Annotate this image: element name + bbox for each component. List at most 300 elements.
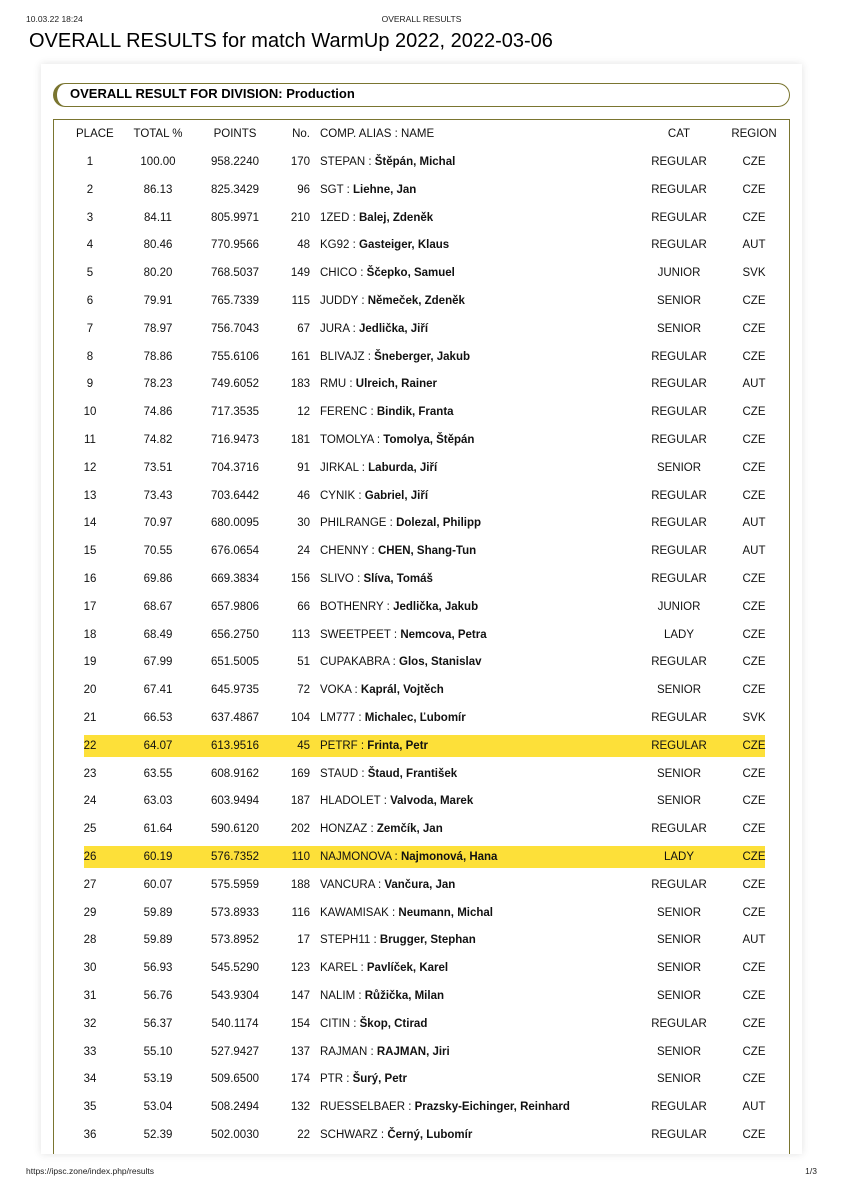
table-row [54, 1013, 789, 1035]
cell-place: 7 [86, 322, 94, 335]
cell-region: CZE [742, 684, 766, 697]
competitor-alias: HLADOLET : [320, 795, 387, 808]
cell-competitor [320, 290, 650, 312]
cell-points: 603.9494 [211, 795, 259, 808]
cell-no: 154 [290, 1017, 310, 1030]
competitor-alias: BOTHENRY : [320, 600, 390, 613]
cell-category: REGULAR [651, 211, 707, 224]
cell-region: AUT [742, 378, 766, 391]
competitor-name: Nemcova, Petra [400, 628, 487, 641]
cell-total: 53.04 [143, 1101, 173, 1114]
cell-competitor [320, 1013, 650, 1035]
cell-total: 70.55 [143, 545, 173, 558]
cell-region: CZE [742, 156, 766, 168]
cell-category: REGULAR [651, 878, 707, 891]
cell-competitor [320, 902, 650, 924]
cell-total: 55.10 [143, 1045, 173, 1058]
table-row [54, 763, 789, 785]
cell-no: 188 [290, 878, 310, 891]
cell-points: 645.9735 [211, 684, 259, 697]
cell-points: 770.9566 [211, 239, 259, 252]
cell-no: 123 [290, 962, 310, 975]
cell-total: 74.82 [143, 434, 173, 446]
cell-no: 210 [290, 211, 310, 224]
competitor-name: Bindik, Franta [376, 406, 454, 419]
cell-competitor [320, 373, 650, 395]
cell-place: 6 [86, 295, 94, 307]
cell-points: 576.7352 [211, 851, 259, 863]
cell-place: 25 [83, 823, 97, 836]
column-header-no: No. [292, 128, 310, 140]
competitor-alias: JUDDY : [320, 295, 365, 307]
cell-total: 59.89 [143, 906, 173, 919]
cell-total: 56.93 [143, 962, 173, 975]
table-row [54, 540, 789, 562]
table-row [54, 373, 789, 395]
cell-category: SENIOR [656, 322, 702, 335]
table-row [84, 735, 765, 757]
cell-points: 765.7339 [211, 295, 259, 307]
cell-total: 53.19 [143, 1073, 173, 1086]
cell-no: 181 [290, 434, 310, 446]
cell-total: 67.99 [143, 656, 173, 669]
table-row [54, 568, 789, 590]
competitor-alias: SWEETPEET : [320, 628, 398, 641]
cell-total: 70.97 [143, 517, 173, 530]
competitor-name: Frinta, Petr [367, 739, 429, 752]
cell-total: 80.20 [143, 267, 173, 280]
competitor-name: Šurý, Petr [352, 1073, 407, 1086]
cell-no: 137 [290, 1045, 310, 1058]
cell-points: 805.9971 [211, 211, 259, 224]
column-header-total: TOTAL % [133, 128, 183, 140]
cell-competitor [320, 234, 650, 256]
table-row [54, 485, 789, 507]
competitor-name: Gabriel, Jiří [364, 489, 429, 502]
cell-category: REGULAR [651, 434, 707, 446]
cell-place: 11 [84, 434, 96, 446]
table-row [54, 207, 789, 229]
table-row [54, 429, 789, 451]
cell-category: SENIOR [656, 795, 702, 808]
cell-competitor [320, 346, 650, 368]
cell-competitor [320, 485, 650, 507]
cell-category: REGULAR [651, 656, 707, 669]
table-row [54, 346, 789, 368]
cell-no: 12 [297, 406, 310, 419]
competitor-name: Růžička, Milan [364, 990, 444, 1002]
cell-region: CZE [742, 795, 766, 808]
cell-category: SENIOR [656, 1073, 702, 1086]
cell-competitor [320, 568, 650, 590]
cell-place: 34 [83, 1073, 97, 1086]
table-row [54, 707, 789, 729]
cell-points: 825.3429 [211, 183, 259, 196]
cell-region: CZE [742, 1129, 766, 1141]
cell-points: 703.6442 [211, 489, 259, 502]
cell-place: 2 [86, 183, 94, 196]
cell-region: AUT [742, 239, 766, 252]
cell-points: 573.8933 [211, 906, 259, 919]
competitor-name: Jedlička, Jiří [359, 322, 429, 335]
cell-total: 73.51 [143, 461, 173, 474]
cell-competitor [320, 929, 650, 951]
cell-category: SENIOR [656, 934, 702, 947]
cell-region: CZE [742, 628, 766, 641]
cell-no: 147 [290, 990, 310, 1002]
cell-total: 56.37 [143, 1017, 173, 1030]
cell-category: SENIOR [656, 962, 702, 975]
cell-no: 45 [297, 739, 310, 752]
competitor-name: Ulreich, Rainer [355, 378, 437, 391]
cell-category: REGULAR [651, 1129, 707, 1141]
cell-region: CZE [742, 823, 766, 836]
cell-no: 161 [290, 350, 310, 363]
cell-region: CZE [742, 350, 766, 363]
cell-place: 3 [86, 211, 94, 224]
competitor-alias: RMU : [320, 378, 353, 391]
results-table [53, 119, 790, 1154]
table-row [54, 985, 789, 1007]
competitor-name: Dolezal, Philipp [396, 517, 482, 530]
cell-competitor [320, 318, 650, 340]
cell-total: 63.55 [143, 767, 173, 780]
cell-no: 30 [297, 517, 310, 530]
cell-region: AUT [742, 517, 766, 530]
competitor-alias: HONZAZ : [320, 823, 374, 836]
cell-place: 26 [83, 851, 97, 863]
cell-region: CZE [742, 322, 766, 335]
competitor-name: Šneberger, Jakub [374, 350, 470, 363]
cell-competitor [320, 874, 650, 896]
cell-category: JUNIOR [657, 600, 701, 613]
cell-no: 48 [297, 239, 310, 252]
cell-competitor [320, 624, 650, 646]
cell-place: 22 [83, 739, 97, 752]
cell-region: AUT [742, 1101, 766, 1114]
table-row [54, 624, 789, 646]
competitor-name: Vančura, Jan [384, 878, 456, 891]
competitor-alias: PETRF : [320, 739, 365, 752]
cell-category: REGULAR [651, 406, 707, 419]
cell-region: CZE [742, 183, 766, 196]
cell-total: 74.86 [143, 406, 173, 419]
cell-competitor [320, 818, 650, 840]
table-row [84, 846, 765, 868]
print-footer-url: https://ipsc.zone/index.php/results [26, 1166, 155, 1176]
competitor-alias: KAWAMISAK : [320, 906, 396, 919]
competitor-alias: SLIVO : [320, 573, 361, 585]
competitor-alias: CHICO : [320, 267, 364, 280]
competitor-name: Prazsky-Eichinger, Reinhard [414, 1101, 570, 1114]
competitor-name: Glos, Stanislav [399, 656, 482, 669]
cell-competitor [320, 679, 650, 701]
cell-category: REGULAR [651, 739, 707, 752]
cell-region: CZE [742, 211, 766, 224]
cell-region: AUT [742, 934, 766, 947]
cell-region: CZE [742, 767, 766, 780]
cell-total: 59.89 [143, 934, 173, 947]
table-header-row [54, 123, 789, 145]
cell-total: 67.41 [143, 684, 173, 697]
cell-points: 545.5290 [211, 962, 259, 975]
division-header: OVERALL RESULT FOR DIVISION: Production [53, 83, 790, 107]
table-row [54, 902, 789, 924]
cell-competitor [320, 1068, 650, 1090]
cell-place: 18 [83, 628, 97, 641]
cell-points: 575.5959 [211, 878, 259, 891]
competitor-name: Kaprál, Vojtěch [360, 684, 444, 697]
competitor-name: Liehne, Jan [353, 183, 417, 196]
print-datetime: 10.03.22 18:24 [26, 14, 83, 24]
competitor-name: Ščepko, Samuel [366, 267, 455, 280]
cell-total: 78.86 [143, 350, 173, 363]
cell-no: 170 [290, 156, 310, 168]
table-row [54, 874, 789, 896]
table-row [54, 679, 789, 701]
column-header-points: POINTS [213, 128, 257, 140]
cell-competitor [320, 429, 650, 451]
cell-region: CZE [742, 906, 766, 919]
cell-competitor [320, 1096, 650, 1118]
cell-place: 23 [83, 767, 97, 780]
table-row [54, 596, 789, 618]
cell-category: REGULAR [651, 183, 707, 196]
cell-points: 704.3716 [211, 461, 259, 474]
table-row [54, 651, 789, 673]
competitor-alias: 1ZED : [320, 211, 356, 224]
cell-points: 651.5005 [211, 656, 259, 669]
cell-competitor [320, 179, 650, 201]
cell-region: CZE [742, 295, 766, 307]
cell-no: 51 [297, 656, 310, 669]
table-row [54, 790, 789, 812]
competitor-alias: STAUD : [320, 767, 365, 780]
column-header-comp: COMP. ALIAS : NAME [320, 128, 435, 140]
cell-points: 756.7043 [211, 322, 259, 335]
cell-no: 187 [290, 795, 310, 808]
competitor-name: Michalec, Ľubomír [364, 712, 466, 724]
competitor-name: Brugger, Stephan [379, 934, 476, 947]
cell-competitor [320, 763, 650, 785]
cell-total: 56.76 [143, 990, 173, 1002]
competitor-alias: STEPH11 : [320, 934, 377, 947]
cell-category: SENIOR [656, 990, 702, 1002]
cell-place: 17 [83, 600, 97, 613]
cell-no: 183 [290, 378, 310, 391]
cell-category: REGULAR [651, 1017, 707, 1030]
cell-category: REGULAR [651, 573, 707, 585]
competitor-alias: LM777 : [320, 712, 362, 724]
cell-category: REGULAR [651, 156, 707, 168]
cell-no: 67 [297, 322, 310, 335]
cell-no: 72 [297, 684, 310, 697]
cell-place: 19 [83, 656, 97, 669]
competitor-name: Němeček, Zdeněk [367, 295, 465, 307]
cell-region: CZE [742, 962, 766, 975]
competitor-alias: SCHWARZ : [320, 1129, 385, 1141]
cell-region: SVK [742, 267, 766, 280]
cell-place: 12 [83, 461, 97, 474]
competitor-name: Balej, Zdeněk [359, 211, 434, 224]
cell-category: SENIOR [656, 684, 702, 697]
table-row [54, 512, 789, 534]
cell-place: 31 [83, 990, 97, 1002]
cell-competitor [320, 457, 650, 479]
cell-points: 676.0654 [211, 545, 259, 558]
cell-category: LADY [663, 628, 695, 641]
cell-points: 637.4867 [211, 712, 259, 724]
cell-points: 768.5037 [211, 267, 259, 280]
cell-points: 502.0030 [211, 1129, 259, 1141]
cell-competitor [320, 790, 650, 812]
competitor-alias: CYNIK : [320, 489, 362, 502]
cell-competitor [320, 957, 650, 979]
competitor-alias: PHILRANGE : [320, 517, 393, 530]
competitor-alias: VOKA : [320, 684, 358, 697]
table-row [54, 179, 789, 201]
competitor-name: RAJMAN, Jiri [376, 1045, 450, 1058]
competitor-name: Jedlička, Jakub [393, 600, 479, 613]
cell-points: 717.3535 [211, 406, 259, 419]
page-number: 1/3 [805, 1166, 817, 1176]
cell-competitor [320, 596, 650, 618]
cell-category: REGULAR [651, 823, 707, 836]
cell-points: 509.6500 [211, 1073, 259, 1086]
cell-place: 30 [83, 962, 97, 975]
cell-category: LADY [663, 851, 695, 863]
cell-category: REGULAR [651, 712, 707, 724]
cell-competitor [320, 262, 650, 284]
cell-points: 656.2750 [211, 628, 259, 641]
competitor-alias: NALIM : [320, 990, 362, 1002]
competitor-name: Štaud, František [367, 767, 458, 780]
cell-place: 33 [83, 1045, 97, 1058]
competitor-name: Černý, Lubomír [387, 1129, 473, 1141]
cell-category: REGULAR [651, 1101, 707, 1114]
cell-total: 66.53 [143, 712, 173, 724]
cell-no: 113 [291, 628, 310, 641]
cell-region: CZE [742, 434, 766, 446]
cell-total: 73.43 [143, 489, 173, 502]
table-row [54, 1096, 789, 1118]
cell-competitor [320, 1124, 650, 1146]
cell-total: 68.67 [143, 600, 173, 613]
cell-total: 79.91 [143, 295, 173, 307]
cell-place: 24 [83, 795, 97, 808]
competitor-alias: CITIN : [320, 1017, 357, 1030]
cell-competitor [320, 651, 650, 673]
cell-no: 22 [297, 1129, 310, 1141]
competitor-name: Škop, Ctirad [359, 1017, 428, 1030]
cell-total: 69.86 [143, 573, 173, 585]
table-row [54, 318, 789, 340]
cell-no: 156 [290, 573, 310, 585]
competitor-name: Valvoda, Marek [390, 795, 474, 808]
cell-region: SVK [742, 712, 766, 724]
competitor-alias: TOMOLYA : [320, 434, 381, 446]
cell-region: CZE [742, 1073, 766, 1086]
cell-region: CZE [742, 573, 766, 585]
competitor-alias: BLIVAJZ : [320, 350, 371, 363]
cell-competitor [320, 401, 650, 423]
competitor-alias: CHENNY : [320, 545, 375, 558]
competitor-name: Tomolya, Štěpán [383, 434, 475, 446]
cell-region: CZE [742, 990, 766, 1002]
cell-total: 86.13 [143, 183, 173, 196]
competitor-alias: RAJMAN : [320, 1045, 374, 1058]
table-row [54, 1041, 789, 1063]
table-row [54, 290, 789, 312]
cell-region: CZE [742, 600, 766, 613]
cell-place: 20 [83, 684, 97, 697]
cell-place: 1 [86, 156, 94, 168]
competitor-name: Neumann, Michal [398, 906, 493, 919]
cell-competitor [320, 735, 650, 757]
competitor-alias: VANCURA : [320, 878, 382, 891]
cell-no: 91 [297, 461, 310, 474]
cell-region: CZE [742, 1045, 766, 1058]
cell-competitor [320, 985, 650, 1007]
competitor-name: Štěpán, Michal [374, 156, 456, 168]
cell-points: 657.9806 [211, 600, 259, 613]
cell-category: REGULAR [651, 350, 707, 363]
page-title: OVERALL RESULTS for match WarmUp 2022, 2022-03-06 [29, 30, 553, 52]
cell-points: 680.0095 [211, 517, 259, 530]
competitor-name: Pavlíček, Karel [366, 962, 449, 975]
cell-region: CZE [742, 656, 766, 669]
competitor-name: Zemčík, Jan [376, 823, 443, 836]
cell-total: 68.49 [143, 628, 173, 641]
competitor-alias: KG92 : [320, 239, 356, 252]
table-row [54, 151, 789, 173]
competitor-alias: CUPAKABRA : [320, 656, 396, 669]
cell-total: 60.19 [143, 851, 173, 863]
cell-category: JUNIOR [657, 267, 701, 280]
print-header-title: OVERALL RESULTS [381, 14, 462, 24]
table-row [54, 1068, 789, 1090]
cell-place: 36 [83, 1129, 97, 1141]
competitor-alias: JURA : [320, 322, 356, 335]
cell-competitor [320, 707, 650, 729]
competitor-name: CHEN, Shang-Tun [377, 545, 477, 558]
cell-total: 60.07 [143, 878, 173, 891]
table-row [54, 818, 789, 840]
cell-place: 15 [83, 545, 97, 558]
cell-place: 28 [83, 934, 97, 947]
cell-points: 716.9473 [211, 434, 259, 446]
column-header-place: PLACE [76, 128, 114, 140]
cell-region: CZE [742, 878, 766, 891]
cell-region: CZE [742, 406, 766, 419]
cell-place: 32 [83, 1017, 97, 1030]
cell-category: SENIOR [656, 1045, 702, 1058]
cell-no: 202 [290, 823, 310, 836]
table-row [54, 401, 789, 423]
cell-no: 17 [297, 934, 310, 947]
cell-points: 573.8952 [211, 934, 259, 947]
cell-total: 61.64 [143, 823, 173, 836]
cell-category: REGULAR [651, 489, 707, 502]
competitor-alias: JIRKAL : [320, 461, 365, 474]
print-header [26, 14, 817, 26]
cell-competitor [320, 1041, 650, 1063]
cell-points: 543.9304 [211, 990, 259, 1002]
cell-region: CZE [742, 461, 766, 474]
cell-no: 116 [291, 906, 310, 919]
cell-place: 35 [83, 1101, 97, 1114]
cell-points: 755.6106 [211, 350, 259, 363]
